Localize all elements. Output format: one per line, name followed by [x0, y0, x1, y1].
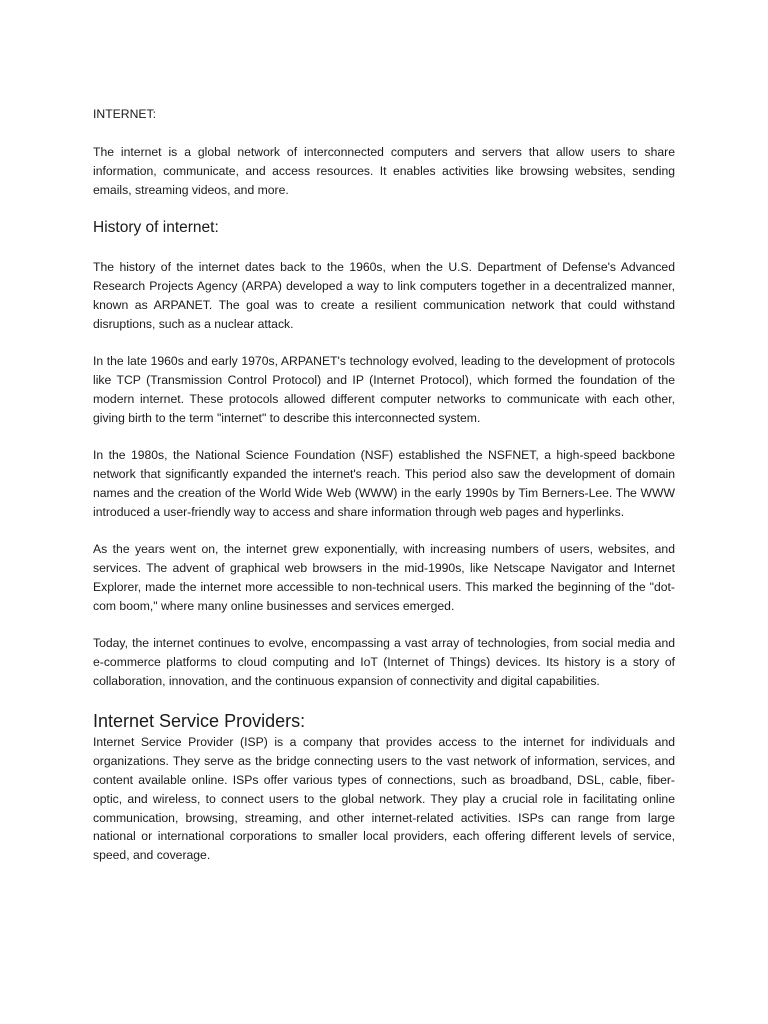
intro-paragraph: The internet is a global network of interconnected computers and servers that allow users to share information, communicate, and access resources. It enables activities like browsing websites, sending emails, streaming videos, and more.: [93, 145, 675, 197]
history-paragraph-5: Today, the internet continues to evolve, encompassing a vast array of technologies, from social media and e-commerce platforms to cloud computing and IoT (Internet of Things) devices. Its history is a story of collaboration, innovation, and the continuous expansion of connectivity and digital capabilities.: [93, 636, 675, 688]
document-label: INTERNET:: [93, 107, 156, 121]
isp-heading: Internet Service Providers:: [93, 711, 306, 732]
isp-paragraph: Internet Service Provider (ISP) is a company that provides access to the internet for individuals and organizations. They serve as the bridge connecting users to the vast network of information, services, and content available online. ISPs offer various types of connections, such as broadband, DSL, cable, fiber-optic, and wireless, to connect users to the global network. They play a crucial role in facilitating online communication, browsing, streaming, and other internet-related activities. ISPs can range from large national or international corporations to smaller local providers, each offering different levels of service, speed, and coverage.: [93, 735, 675, 863]
document-page: [93, 105, 675, 884]
history-heading: History of internet:: [93, 219, 219, 237]
history-paragraph-1: The history of the internet dates back to the 1960s, when the U.S. Department of Defense's Advanced Research Projects Agency (ARPA) developed a way to link computers together in a decentralized manner, known as ARPANET. The goal was to create a resilient communication network that could withstand disruptions, such as a nuclear attack.: [93, 260, 675, 331]
history-paragraph-2: In the late 1960s and early 1970s, ARPANET's technology evolved, leading to the development of protocols like TCP (Transmission Control Protocol) and IP (Internet Protocol), which formed the foundation of the modern internet. These protocols allowed different computer networks to communicate with each other, giving birth to the term "internet" to describe this interconnected system.: [93, 354, 675, 425]
history-paragraph-4: As the years went on, the internet grew exponentially, with increasing numbers of users, websites, and services. The advent of graphical web browsers in the mid-1990s, like Netscape Navigator and Internet Explorer, made the internet more accessible to non-technical users. This marked the beginning of the "dot-com boom," where many online businesses and services emerged.: [93, 542, 675, 613]
history-paragraph-3: In the 1980s, the National Science Foundation (NSF) established the NSFNET, a high-speed backbone network that significantly expanded the internet's reach. This period also saw the development of domain names and the creation of the World Wide Web (WWW) in the early 1990s by Tim Berners-Lee. The WWW introduced a user-friendly way to access and share information through web pages and hyperlinks.: [93, 448, 675, 519]
